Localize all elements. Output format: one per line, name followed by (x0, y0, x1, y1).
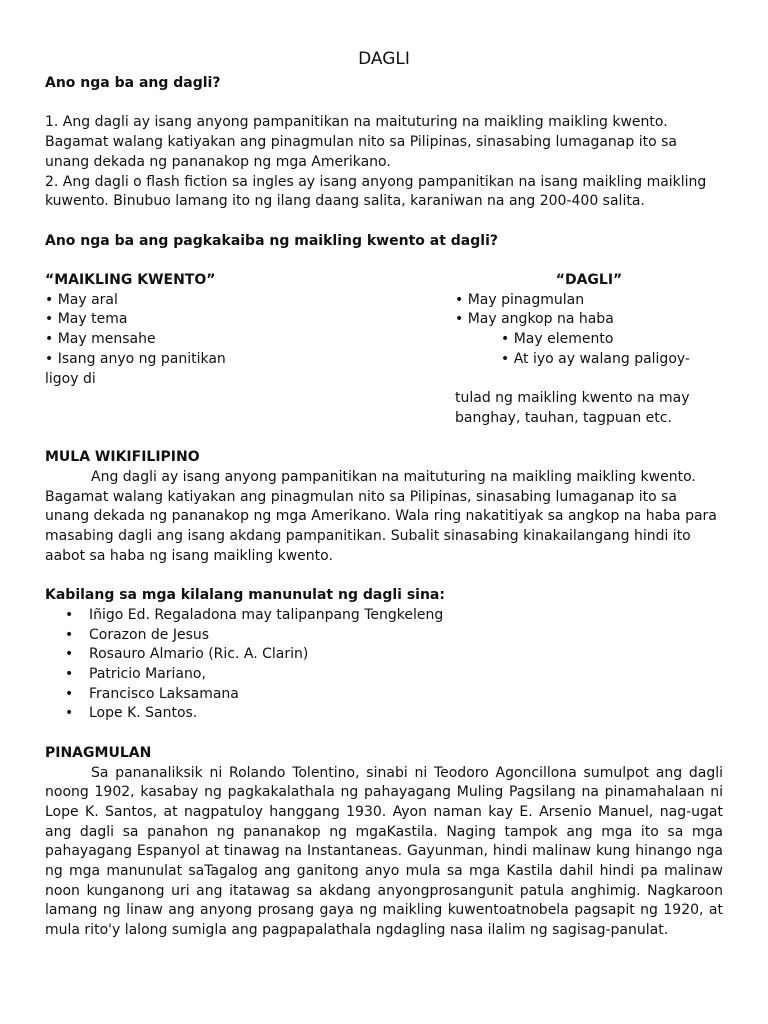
list-item-continuation: tulad ng maikling kwento na may (455, 390, 690, 407)
spacer (45, 94, 723, 114)
list-item: • May elemento (501, 331, 614, 348)
spacer (45, 724, 723, 744)
spacer (45, 567, 723, 587)
document-body (45, 48, 723, 941)
spacer (45, 429, 723, 449)
list-item: • Lope K. Santos. (65, 704, 723, 724)
column-heading-maikling-kwento: “MAIKLING KWENTO” (45, 271, 216, 288)
dagli-column (455, 271, 723, 429)
maikling-kwento-column (45, 271, 275, 429)
column-heading-dagli: “DAGLI” (555, 271, 623, 288)
definition-item-1: 1. Ang dagli ay isang anyong pampanitikan na maituturing na maikling maikling kwento. Bagamat walang katiyakan ang pinagmulan nito sa Pilipinas, sinasabing lumaganap ito sa unang dekada ng pananakop ng mga Amerikano. (45, 114, 677, 170)
list-item: • May pinagmulan (455, 291, 585, 308)
list-item-continuation: banghay, tauhan, tagpuan etc. (455, 409, 672, 426)
comparison-columns (45, 271, 723, 429)
list-item: • May angkop na haba (455, 311, 614, 328)
section-heading-ano-nga-ba: Ano nga ba ang dagli? (45, 75, 221, 91)
list-item: • At iyo ay walang paligoy- (501, 350, 690, 367)
list-item-continuation: ligoy di (45, 370, 96, 387)
wikifilipino-paragraph: Ang dagli ay isang anyong pampanitikan na maituturing na maikling maikling kwento. Bagamat walang katiyakan ang pinagmulan nito sa Pilipinas, sinasabing lumaganap ito sa unang dekada ng pananakop ng mga Amerikano. Wala ring nakatitiyak sa angkop na haba para masabing dagli ang isang akdang pampanitikan. Subalit sinasabing kinakailangang hindi ito aabot sa haba ng isang maikling kwento. (45, 468, 717, 564)
section-heading-manunulat: Kabilang sa mga kilalang manunulat ng dagli sina: (45, 587, 445, 604)
spacer (45, 251, 723, 271)
list-item: • May aral (45, 291, 118, 308)
list-item: • Iñigo Ed. Regaladona may talipanpang Tengkeleng (65, 606, 723, 626)
list-item: • Patricio Mariano, (65, 665, 723, 685)
spacer (455, 370, 723, 390)
section-heading-mula-wikifilipino: MULA WIKIFILIPINO (45, 449, 200, 466)
list-item: • Corazon de Jesus (65, 626, 723, 646)
pinagmulan-paragraph: Sa pananaliksik ni Rolando Tolentino, sinabi ni Teodoro Agoncillona sumulpot ang dagli noong 1902, kasabay ng pagkakalathala ng pahayagang Muling Pagsilang na pinamahalaan ni Lope K. Santos, at nagpatuloy hanggang 1930. Ayon naman kay E. Arsenio Manuel, nag-ugat ang dagli sa panahon ng pananakop ng mgaKastila. Naging tampok ang mga ito sa mga pahayagang Espanyol at tinawag na Instantaneas. Gayunman, hindi malinaw kung hinango nga ng mga manunulat saTagalog ang ganitong anyo mula sa mga Kastila dahil hindi pa malinaw noon kunganong uri ang itatawag sa akdang anyongprosangunit patula anghimig. Nagkaroon lamang ng linaw ang anyong prosang gaya ng maikling kuwentoatnobela pagsapit ng 1920, at mula rito'y lalong sumigla ang pagpapalathala ngdagling nasa ilalim ng sagisag-panulat. (45, 764, 723, 939)
section-heading-pinagmulan: PINAGMULAN (45, 744, 152, 761)
writers-list (45, 606, 723, 724)
list-item: • May mensahe (45, 331, 156, 348)
list-item: • Francisco Laksamana (65, 685, 723, 705)
section-heading-pagkakaiba: Ano nga ba ang pagkakaiba ng maikling kwento at dagli? (45, 232, 498, 249)
list-item: • May tema (45, 311, 128, 328)
document-title: DAGLI (358, 49, 410, 69)
list-item: • Rosauro Almario (Ric. A. Clarin) (65, 645, 723, 665)
list-item: • Isang anyo ng panitikan (45, 350, 226, 367)
definition-item-2: 2. Ang dagli o flash fiction sa ingles ay isang anyong pampanitikan na isang maikling maikling kuwento. Binubuo lamang ito ng ilang daang salita, karaniwan na ang 200-400 salita. (45, 173, 707, 210)
spacer (45, 212, 723, 232)
